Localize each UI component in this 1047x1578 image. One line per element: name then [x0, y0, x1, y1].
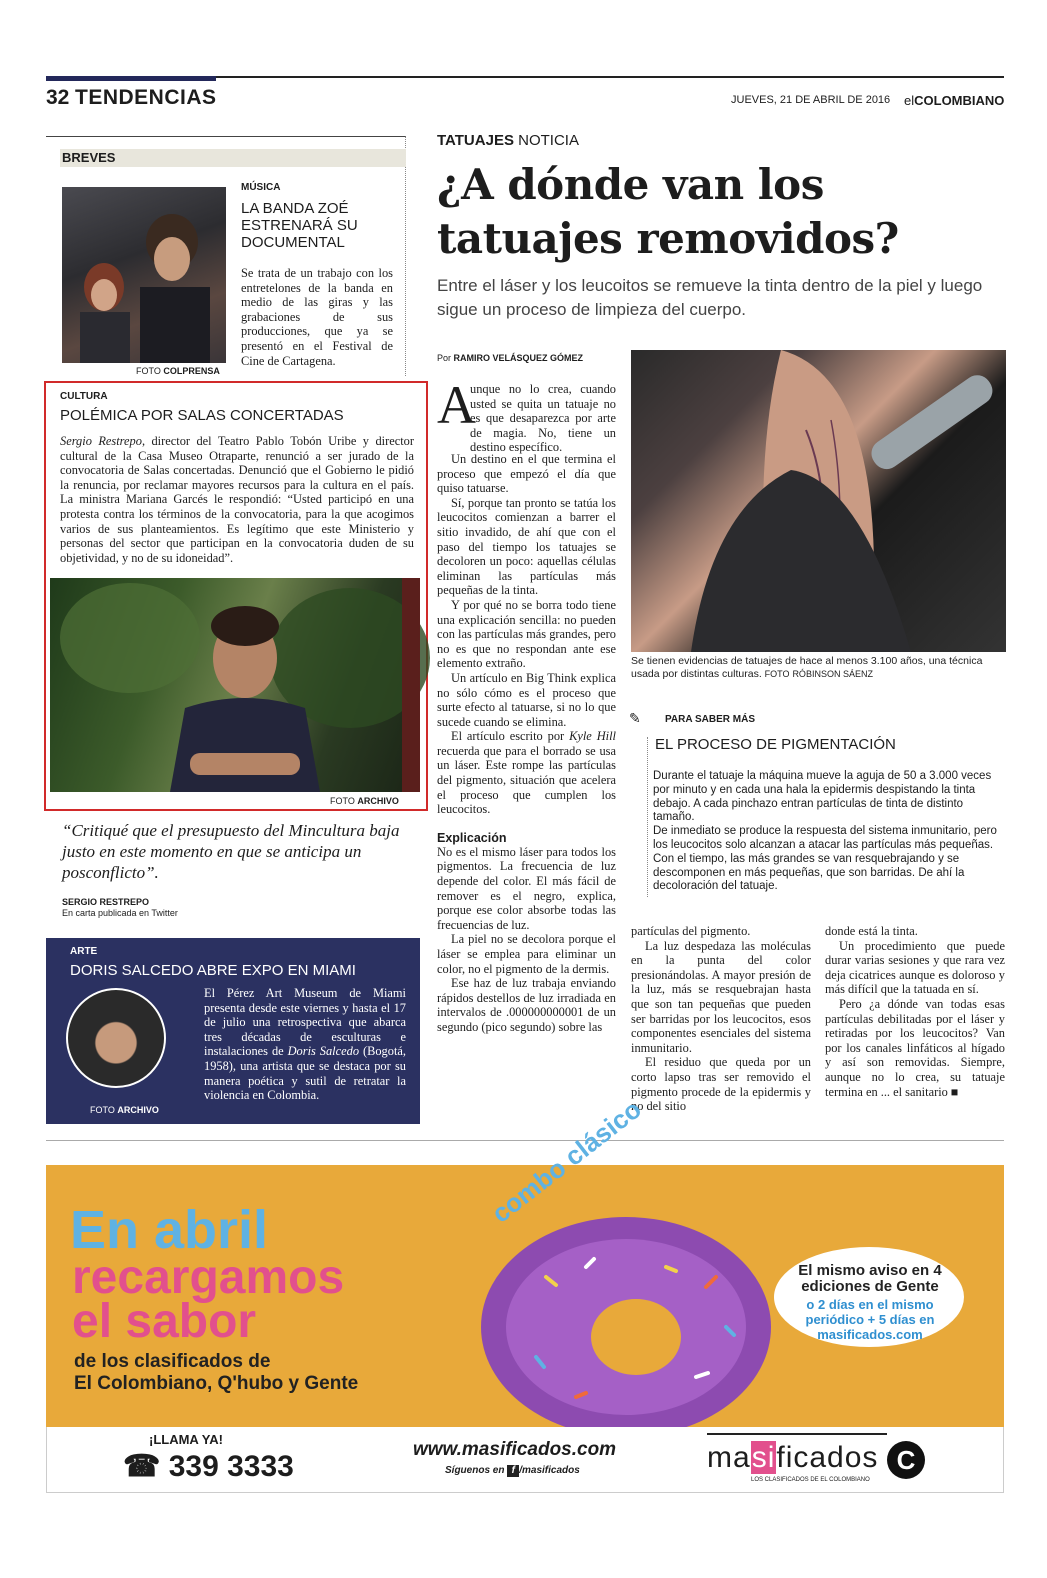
credit-name: ARCHIVO — [117, 1105, 159, 1115]
drop-cap: A — [437, 375, 476, 435]
cultura-body — [60, 434, 414, 565]
article-byline — [437, 353, 583, 363]
credit-prefix: FOTO — [136, 366, 161, 376]
paragraph: La piel no se decolora porque el láser se emplea para eliminar un color, no el pigmento de la dermis. — [437, 932, 616, 976]
section-title: TENDENCIAS — [75, 86, 217, 109]
donut-illustration — [476, 1207, 776, 1442]
brand-a: ma — [707, 1441, 751, 1474]
kicker-text: NOTICIA — [513, 132, 579, 149]
byline-prefix: Por — [437, 353, 452, 363]
paragraph: Y por qué no se borra todo tiene una explicación sencilla: no pueden con las partículas más grandes, pero no es que no respondan ante ese elemento extraño. — [437, 597, 616, 671]
pull-quote: “Critiqué que el presupuesto del Mincultura baja justo en este momento en que se anticipa un posconflicto”. — [62, 821, 400, 882]
arte-body-a: El Pérez Art Museum de Miami presenta desde este viernes y hasta el 17 de julio una retrospectiva que abarca tres décadas de esculturas e instalaciones de — [204, 986, 406, 1059]
brand-c: ficados — [776, 1441, 879, 1474]
arte-photo-credit — [90, 1105, 159, 1115]
pin-icon: ✎ — [629, 712, 641, 727]
article-col3 — [825, 924, 1005, 1099]
paragraph: No es el mismo láser para todos los pigmentos. La frecuencia de luz depende del color. El más fácil de remover es el negro, explica, porque ese color absorbe todas las frecuencias de luz. — [437, 844, 616, 932]
ad-footer — [46, 1427, 1004, 1493]
arte-body-b: (Bogotá, 1958), una artista que se destaca por su manera poética y sutil de retratar la violencia en Colombia. — [204, 1044, 406, 1103]
arte-tag: ARTE — [70, 946, 98, 957]
byline-name: RAMIRO VELÁSQUEZ GÓMEZ — [453, 353, 584, 363]
ad-follow[interactable] — [445, 1465, 580, 1477]
phone-number[interactable] — [123, 1449, 294, 1484]
newspaper-name — [904, 93, 1004, 108]
para-saber-body — [653, 770, 1003, 894]
ad-line5: El Colombiano, Q'hubo y Gente — [74, 1373, 359, 1394]
subhead-explicacion: Explicación — [437, 830, 507, 845]
kyle-b: recuerda que para el borrado se usa un láser. Este rompe las partículas del pigmento, situación que acelera el proceso que cumplen los leucocitos. — [437, 743, 616, 817]
paragraph: Durante el tatuaje la máquina mueve la aguja de 50 a 3.000 veces por minuto y en cada una hala la epidermis despistando la tinta debajo. A cada pinchazo entran partículas de tinta de distinto tamaño. — [653, 770, 992, 824]
kicker-bold: TATUAJES — [437, 132, 514, 149]
credit-name: ARCHIVO — [357, 796, 399, 806]
cultura-body-lead: Sergio Restrepo — [60, 434, 142, 448]
header-accent-bar — [46, 76, 216, 81]
page-number: 32 — [46, 86, 70, 109]
credit-name: COLPRENSA — [163, 366, 220, 376]
el-colombiano-logo: C — [887, 1441, 925, 1479]
ad-url[interactable]: www.masificados.com — [413, 1439, 617, 1460]
para-saber-headline: EL PROCESO DE PIGMENTACIÓN — [655, 736, 896, 753]
arte-body-italic: Doris Salcedo — [287, 1044, 360, 1059]
brand-sub: LOS CLASIFICADOS DE EL COLOMBIANO — [751, 1477, 870, 1483]
ad-line4: de los clasificados de — [74, 1351, 271, 1372]
brand-b: si — [751, 1441, 776, 1474]
arte-headline: DORIS SALCEDO ABRE EXPO EN MIAMI — [70, 962, 356, 979]
masificados-logo — [707, 1441, 878, 1475]
ad-line3: el sabor — [72, 1295, 257, 1348]
breves-tag: MÚSICA — [241, 182, 281, 193]
paragraph: El residuo que queda por un corto lapso tras ser removido el pigmento procede de la epidermis y no del sitio — [631, 1055, 811, 1114]
follow-handle: /masificados — [519, 1465, 580, 1476]
kyle-a: El artículo escrito por — [451, 729, 570, 744]
doris-salcedo-photo — [66, 988, 166, 1088]
facebook-icon: f — [507, 1465, 519, 1477]
tattoo-removal-photo — [631, 350, 1006, 652]
ad-line1: En abril — [70, 1200, 269, 1260]
quote-author: SERGIO RESTREPO — [62, 897, 150, 907]
sergio-restrepo-photo — [50, 578, 420, 792]
paragraph: Ese haz de luz trabaja enviando rápidos destellos de luz irradiada en intervalos de .000000000001 de un segundo (pico segundo) sobre las — [437, 976, 616, 1034]
paragraph: De inmediato se produce la respuesta del sistema inmunitario, pero los leucocitos solo alcanzan a atacar las partículas más pequeñas. Con el tiempo, las más grandes se van resquebrajando y se descomponen en más pequeñas, que son barridas. De ahí la decoloración del tatuaje. — [653, 825, 997, 893]
paragraph-kyle — [437, 729, 616, 817]
caption-text: Se tienen evidencias de tatuajes de hace al menos 3.100 años, una técnica usada por distintas culturas. — [631, 655, 983, 680]
issue-date: JUEVES, 21 DE ABRIL DE 2016 — [731, 94, 891, 106]
article-headline: ¿A dónde van los tatuajes removidos? — [437, 160, 899, 263]
paragraph: Pero ¿a dónde van todas esas partículas debilitadas por el láser y retiradas por los leucocitos? Van por los canales linfáticos al hígado y así son removidas. Siempre, aunque no lo crea, su tatuaje termina en ... el sanitario ■ — [825, 996, 1005, 1099]
paragraph: Un artículo en Big Think explica no sólo cómo es el proceso que surte efecto al tatuarse, si no lo que sucede cuando se elimina. — [437, 670, 616, 729]
paragraph: donde está la tinta. — [825, 924, 918, 938]
ad-right-2: o 2 días en el mismo periódico + 5 días en masificados.com — [805, 1297, 935, 1342]
brand-rule — [707, 1433, 887, 1435]
ad-line2: recargamos — [72, 1251, 345, 1304]
paragraph: La luz despedaza las moléculas en la punta del color presionándolas. A mayor presión de la luz, más se resquebrajan hasta que son tan pequeñas que pueden ser barridas por los leucocitos, esos componentes esenciales del sistema inmunitario. — [631, 938, 811, 1055]
breves-photo-credit — [136, 366, 220, 376]
ad-badge: combo clásico — [486, 1093, 647, 1229]
para-saber-tag: PARA SABER MÁS — [665, 714, 756, 725]
breves-body: Se trata de un trabajo con los entretelones de la banda en medio de las giras y las grabaciones de sus producciones, que ya se presentó en el Festival de Cine de Cartagena. — [241, 266, 393, 368]
cultura-headline: POLÉMICA POR SALAS CONCERTADAS — [60, 407, 344, 424]
article-col1-continued — [437, 452, 616, 1035]
cultura-tag: CULTURA — [60, 391, 108, 402]
credit-name: RÓBINSON SÁENZ — [792, 669, 873, 679]
follow-text: Síguenos en — [445, 1465, 505, 1476]
paragraph: Sí, porque tan pronto se tatúa los leucocitos comienzan a barrer el sitio invadido, de ahí que con el paso del tiempo los tatuajes se decoloren un poco: aquellas células eliminan las partículas más pequeñas de la tinta. — [437, 495, 616, 598]
photo-caption — [631, 655, 1006, 681]
credit-prefix: FOTO — [90, 1105, 115, 1115]
breves-label: BREVES — [60, 149, 406, 167]
paragraph: Un procedimiento que puede durar varias sesiones y que rara vez deja cicatrices aunque es doloroso y más difícil que la tatuada en sí. — [825, 938, 1005, 997]
phone-text: 339 3333 — [168, 1450, 294, 1483]
paragraph: partículas del pigmento. — [631, 924, 751, 938]
article-subhead: Entre el láser y los leucoitos se remueve la tinta dentro de la piel y luego sigue un proceso de limpieza del cuerpo. — [437, 276, 983, 319]
article-kicker — [437, 132, 579, 149]
quote-source: En carta publicada en Twitter — [62, 908, 178, 918]
kyle-italic: Kyle Hill — [569, 729, 616, 744]
band-photo — [62, 187, 226, 363]
paper-name-bold: COLOMBIANO — [914, 93, 1005, 108]
phone-icon: ☎ — [123, 1450, 161, 1483]
cultura-photo-credit — [330, 796, 399, 806]
paper-prefix: el — [904, 93, 915, 108]
paragraph: Un destino en el que termina el proceso que empezó el día que quiso tatuarse. — [437, 452, 616, 496]
ad-separator — [46, 1140, 1004, 1141]
arte-body — [204, 986, 406, 1103]
article-col2 — [631, 924, 811, 1114]
breves-headline: LA BANDA ZOÉ ESTRENARÁ SU DOCUMENTAL — [241, 200, 358, 251]
article-col1-first: unque no lo crea, cuando usted se quita un tatuaje no es que desaparezca por arte de magia. No, tiene un destino específico. — [470, 382, 616, 455]
credit-prefix: FOTO — [330, 796, 355, 806]
call-label: ¡LLAMA YA! — [149, 1432, 223, 1447]
cultura-body-text: , director del Teatro Pablo Tobón Uribe y director cultural de la Casa Museo Otraparte, renunció a ser jurado de la convocatoria de Salas concertadas. Denunció que el Gobierno le pidió la renuncia, por reclamar mayores recursos para la cultura en el país. La ministra Mariana Garcés le respondió: “Usted participó en una protesta contra los términos de la convocatoria, para la que acogimos varios de sus planteamientos. Es legítimo que este Ministerio y personas del sector que participan en la convocatoria duden de su objetividad, y no de su idoneidad”. — [60, 434, 414, 565]
credit-prefix: FOTO — [764, 669, 790, 679]
ad-right-1: El mismo aviso en 4 ediciones de Gente — [798, 1262, 942, 1295]
